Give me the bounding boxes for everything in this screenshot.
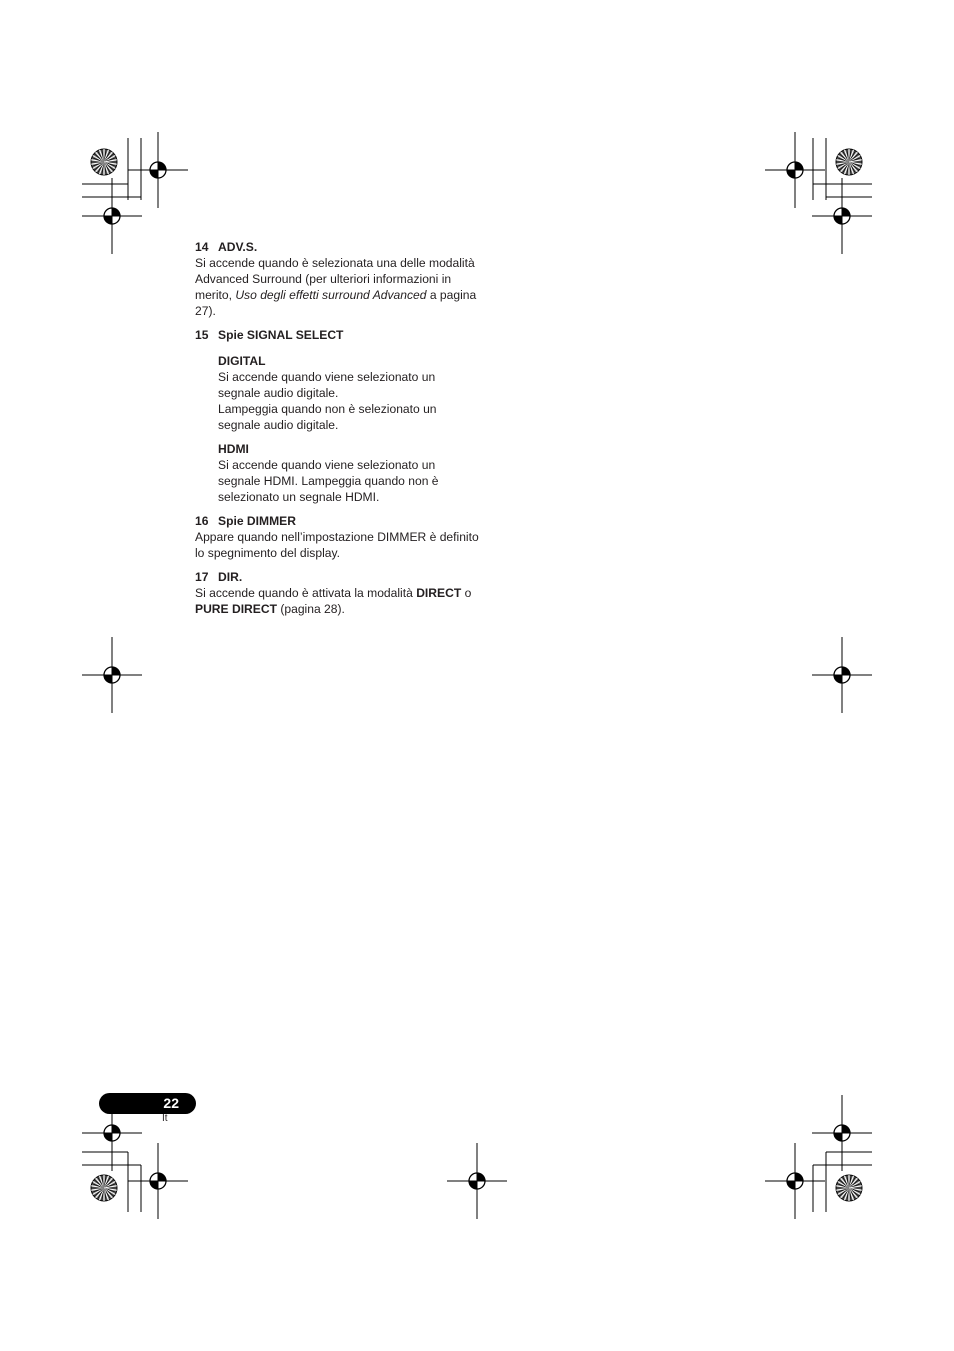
page-content bbox=[195, 239, 480, 625]
color-starburst-icon bbox=[91, 149, 117, 175]
item-17 bbox=[195, 569, 480, 617]
color-starburst-icon bbox=[836, 149, 862, 175]
registration-target-icon bbox=[447, 1143, 507, 1219]
item-16 bbox=[195, 513, 480, 561]
item-title: DIR. bbox=[218, 570, 243, 584]
registration-target-icon bbox=[765, 1143, 825, 1219]
subitem-paragraph: Si accende quando viene selezionato un segnale HDMI. Lampeggia quando non è selezionato un segnale HDMI. bbox=[218, 458, 439, 504]
item-number: 14 bbox=[195, 240, 209, 254]
item-number: 15 bbox=[195, 328, 209, 342]
item-title: Spie DIMMER bbox=[218, 514, 296, 528]
registration-target-icon bbox=[812, 1095, 872, 1171]
text-run: a pagina 27). bbox=[195, 288, 477, 318]
subitem-digital bbox=[218, 353, 480, 433]
page-language: It bbox=[162, 1113, 168, 1124]
item-14 bbox=[195, 239, 480, 319]
text-run: Appare quando nell’impostazione DIMMER è definito lo spegnimento del display. bbox=[195, 530, 479, 560]
page-number-tab bbox=[99, 1093, 196, 1114]
item-description bbox=[195, 585, 480, 617]
text-run: (pagina 28). bbox=[276, 602, 345, 616]
item-description bbox=[195, 529, 480, 561]
page-number: 22 bbox=[163, 1095, 179, 1111]
registration-target-icon bbox=[82, 637, 142, 713]
bold-term: PURE DIRECT bbox=[195, 602, 277, 616]
item-title: Spie SIGNAL SELECT bbox=[218, 328, 344, 342]
italic-reference: Uso degli effetti surround Advanced bbox=[235, 288, 427, 302]
item-title: ADV.S. bbox=[218, 240, 258, 254]
subitem-paragraph: Lampeggia quando non è selezionato un segnale audio digitale. bbox=[218, 402, 437, 432]
color-starburst-icon bbox=[91, 1175, 117, 1201]
registration-target-icon bbox=[82, 178, 142, 254]
subitem-paragraph: Si accende quando viene selezionato un segnale audio digitale. bbox=[218, 370, 436, 400]
item-number: 16 bbox=[195, 514, 209, 528]
registration-target-icon bbox=[812, 637, 872, 713]
text-run: Si accende quando è selezionata una delle modalità Advanced Surround (per ulteriori informazioni in merito, bbox=[195, 256, 475, 302]
registration-target-icon bbox=[128, 1143, 188, 1219]
registration-target-icon bbox=[812, 178, 872, 254]
bold-term: DIRECT bbox=[416, 586, 462, 600]
item-description bbox=[195, 255, 480, 319]
subitem-title: HDMI bbox=[218, 442, 249, 456]
color-starburst-icon bbox=[836, 1175, 862, 1201]
item-15 bbox=[195, 327, 480, 505]
text-run: o bbox=[461, 586, 472, 600]
item-number: 17 bbox=[195, 570, 209, 584]
registration-target-icon bbox=[765, 132, 825, 208]
text-run: Si accende quando è attivata la modalità bbox=[195, 586, 417, 600]
subitem-hdmi bbox=[218, 441, 480, 505]
subitem-title: DIGITAL bbox=[218, 354, 266, 368]
